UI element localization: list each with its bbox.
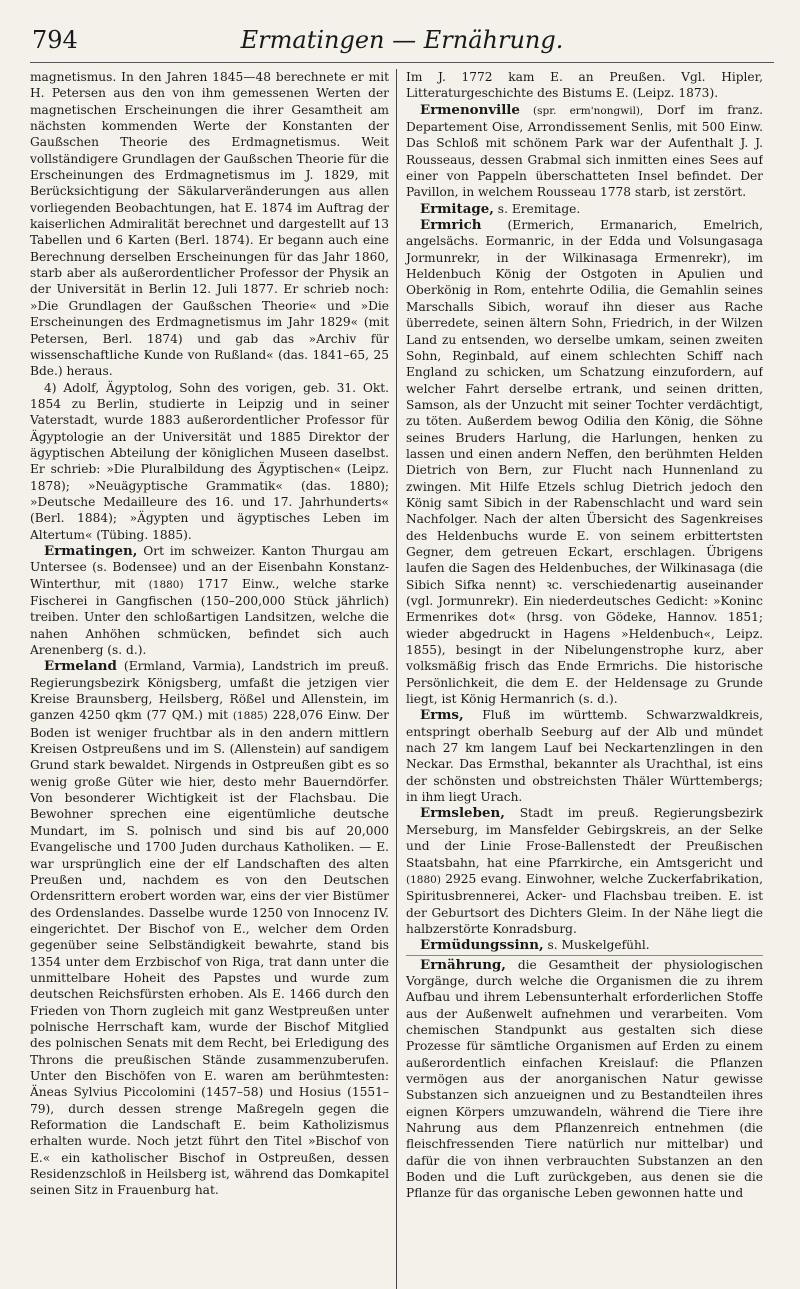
entry-text: 1717 Einw., welche starke Fischerei in Gangfischen (150–200,000 Stück jährlich) treiben. Unter den schloßartigen Landsitzen, welche die nahen Anhöhen schmücken, befindet sich auch Arenenberg (s. d.). [30, 576, 389, 658]
headword: Ermrich [420, 217, 482, 234]
census-year: (1885) [232, 710, 268, 723]
headword: Ermüdungssinn, [420, 937, 544, 954]
entry-text: Ort im schweizer. Kanton Thurgau am Untersee (s. Bodensee) und an der Eisenbahn Konstanz-Winterthur, mit [30, 543, 389, 591]
entry-continuation: magnetismus. In den Jahren 1845—48 berechnete er mit H. Petersen aus den von ihm gemessenen Werten der magnetischen Erscheinungen die ihrer Gesamtheit am nächsten kommenden Werte der Konstanten der Gaußschen Theorie des Erdmagnetismus. Weit vollständigere Grundlagen der Gaußschen Theorie für die Erscheinungen des Erdmagnetismus im J. 1829, mit Berücksichtigung der Säkularveränderungen aus allen vorliegenden Beobachtungen, hat E. 1874 im Auftrag der kaiserlichen Admiralität berechnet und dargestellt auf 13 Tabellen und 6 Karten (Berl. 1874). Er begann auch eine Berechnung derselben Erscheinungen für das Jahr 1860, starb aber als außerordentlicher Professor der Physik an der Universität in Berlin 12. Juli 1877. Er schrieb noch: »Die Grundlagen der Gaußschen Theorie« und »Die Erscheinungen des Erdmagnetismus im Jahr 1829« (mit Petersen, Berl. 1874) und gab das »Archiv für wissenschaftliche Kunde von Rußland« (das. 1841–65, 25 Bde.) heraus. [30, 70, 389, 379]
entry-ernaehrung [406, 957, 763, 1202]
entry-ermrich [406, 217, 763, 707]
right-column [397, 69, 763, 1289]
page-number: 794 [32, 26, 78, 54]
headword: Ermsleben, [420, 805, 505, 822]
headword: Erms, [420, 707, 464, 724]
entry-ermuedungssinn [406, 937, 763, 953]
entry-ermatingen [30, 543, 389, 658]
census-year: (1880) [148, 578, 184, 591]
entry-text: Stadt im preuß. Regierungsbezirk Merseburg, im Mansfelder Gebirgskreis, an der Selke und der Linie Frose-Ballenstedt der Preußischen Staatsbahn, hat eine Pfarrkirche, ein Amtsgericht und [406, 806, 763, 870]
entry-text: s. Eremitage. [493, 201, 581, 216]
entry-text: (Ermerich, Ermanarich, Emelrich, angelsächs. Eormanric, in der Edda und Volsungasaga Jormunrekr, in der Wilkinasaga Ermenrekr), im Heldenbuch König der Ostgoten in Apulien und Oberkönig in Rom, entehrte Odilia, die Gemahlin seines Marschalls Sibich, worauf ihn dieser aus Rache überredete, seinen ältern Sohn, Friedrich, in der Wilzen Land zu entsenden, wo derselbe umkam, seinen zweiten Sohn, Reginbald, auf einem schlechten Schiff nach England zu schicken, um Schatzung einzufordern, auf welcher Fahrt derselbe ertrank, und seinen dritten, Samson, als der Unzucht mit seiner Tochter verdächtigt, zu töten. Außerdem bewog Odilia den König, die Söhne seines Bruders Harlung, die Harlungen, henken zu lassen und einen andern Neffen, den berühmten Helden Dietrich von Bern, zur Flucht nach Hunnenland zu zwingen. Mit Hilfe Etzels schlug Dietrich jedoch den König samt Sibich in der Rabenschlacht und ward sein Nachfolger. Nach der alten Übersicht des Sagenkreises des Heldenbuchs wurde E. von seinem erbittertsten Gegner, dem getreuen Eckart, erschlagen. Übrigens laufen die Sagen des Heldenbuches, der Wilkinasaga (die Sibich Sifka nennt) ꝛc. verschiedenartig auseinander (vgl. Jormunrekr). Ein niederdeutsches Gedicht: »Koninc Ermenrikes dot« (hrsg. von Gödeke, Hannov. 1851; wieder abgedruckt in Hagens »Heldenbuch«, Leipz. 1855), besingt in der Nibelungenstrophe kurz, aber volksmäßig frisch das Ende Ermrichs. Die historische Persönlichkeit, die dem E. der Heldensage zu Grunde liegt, ist König Hermanrich (s. d.). [406, 218, 763, 707]
entry-text: 2925 evang. Einwohner, welche Zuckerfabrikation, Spiritusbrennerei, Acker- und Flachsbau treiben. E. ist der Geburtsort des Dichters Gleim. In der Nähe liegt die halbzerstörte Konradsburg. [406, 871, 763, 936]
entry-paragraph-adolf: 4) Adolf, Ägyptolog, Sohn des vorigen, geb. 31. Okt. 1854 zu Berlin, studierte in Leipzig und in seiner Vaterstadt, wurde 1883 außerordentlicher Professor für Ägyptologie an der Universität und 1885 Direktor der ägyptischen Abteilung der königlichen Museen daselbst. Er schrieb: »Die Pluralbildung des Ägyptischen« (Leipz. 1878); »Neuägyptische Grammatik« (das. 1880); »Deutsche Medailleure des 16. und 17. Jahrhunderts« (Berl. 1884); »Ägypten und ägyptisches Leben im Altertum« (Tübing. 1885). [30, 380, 389, 542]
entry-text: Dorf im franz. Departement Oise, Arrondissement Senlis, mit 500 Einw. Das Schloß mit schönem Park war der Aufenthalt J. J. Rousseaus, dessen Grabmal sich inmitten eines Sees auf einer von Pappeln überschatteten Insel befindet. Der Pavillon, in welchem Rousseau 1778 starb, ist zerstört. [406, 102, 763, 200]
entry-ermeland [30, 658, 389, 1198]
headword: Ermatingen, [44, 542, 138, 559]
headword: Ermitage, [420, 200, 494, 217]
headword: Ermenonville [420, 101, 520, 118]
headword: Ernährung, [420, 956, 506, 973]
entry-text: s. Muskelgefühl. [543, 938, 650, 953]
entry-ermenonville [406, 102, 763, 201]
entry-erms [406, 707, 763, 805]
census-year: (1880) [406, 873, 441, 886]
pronunciation: (spr. erm'nongwil), [519, 104, 644, 117]
entry-text: Fluß im württemb. Schwarzwaldkreis, entspringt oberhalb Seeburg auf der Alb und mündet nach 27 km langem Lauf bei Neckartenzlingen in den Neckar. Das Ermsthal, bekannter als Urachthal, ist eins der schönsten und obstreichsten Thäler Württembergs; in ihm liegt Urach. [406, 708, 763, 805]
entry-text: 228,076 Einw. Der Boden ist weniger fruchtbar als in den andern mittlern Kreisen Ostpreußens und im S. (Allenstein) auf sandigem Grund stark bewaldet. Nirgends in Ostpreußen gibt es so wenig große Güter wie hier, desto mehr Bauerndörfer. Von besonderer Wichtigkeit ist der Flachsbau. Die Bewohner sprechen eine eigentümliche deutsche Mundart, im S. polnisch und sind bis auf 20,000 Evangelische und 1700 Juden durchaus Katholiken. — E. war ursprünglich eine der elf Landschaften des alten Preußen und, nachdem es von den Deutschen Ordensrittern erobert worden war, eins der vier Bistümer des Ordenslandes. Dasselbe wurde 1250 von Innocenz IV. eingerichtet. Der Bischof von E., welcher dem Orden gegenüber seine Selbständigkeit bewahrte, stand bis 1354 unter dem Erzbischof von Riga, trat dann unter die unmittelbare Hoheit des Papstes und wurde zum deutschen Reichsfürsten erhoben. Als E. 1466 durch den Frieden von Thorn zugleich mit ganz Westpreußen unter polnische Herrschaft kam, wurde der Bischof Mitglied des polnischen Senats mit dem Recht, bei Erledigung des Throns die preußischen Stände zusammenzuberufen. Unter den Bischöfen von E. waren am berühmtesten: Äneas Sylvius Piccolomini (1457–58) und Hosius (1551–79), durch dessen strenge Maßregeln gegen die Reformation die Landschaft E. beim Katholizismus erhalten wurde. Noch jetzt führt den Titel »Bischof von E.« ein katholischer Bischof in Ostpreußen, dessen Residenzschloß in Heilsberg ist, während das Domkapitel seinen Sitz in Frauenburg hat. [30, 708, 389, 1198]
entry-ermsleben [406, 805, 763, 937]
text-columns [30, 69, 774, 1289]
entry-text: (Ermland, Varmia), Landstrich im preuß. Regierungsbezirk Königsberg, umfaßt die jetzigen vier Kreise Braunsberg, Heilsberg, Rößel und Allenstein, im ganzen 4250 qkm (77 QM.) mit [30, 659, 389, 723]
entry-ermitage [406, 201, 763, 217]
entry-separator [406, 955, 763, 956]
left-column [30, 69, 396, 1289]
entry-text: die Gesamtheit der physiologischen Vorgänge, durch welche die Organismen die zu ihrem Aufbau und ihrem Lebensunterhalt erforderlichen Stoffe aus der Außenwelt aufnehmen und verarbeiten. Vom chemischen Standpunkt aus gestalten sich diese Prozesse für sämtliche Organismen auf Erden zu einem außerordentlich einfachen Kreislauf: die Pflanzen vermögen aus der anorganischen Natur gewisse Substanzen sich anzueignen und zu Bestandteilen ihres eignen Körpers umzuwandeln, während die Tiere ihre Nahrung aus dem Pflanzenreich entnehmen (die fleischfressenden Tiere natürlich nur mittelbar) und dafür die von ihnen verbrauchten Substanzen an den Boden und die Luft zurückgeben, aus denen sie die Pflanze für das organische Leben gewonnen hatte und [406, 957, 763, 1201]
headword: Ermeland [44, 658, 117, 675]
running-head: Ermatingen — Ernährung. [240, 26, 564, 54]
page-header [30, 22, 774, 63]
entry-continuation: Im J. 1772 kam E. an Preußen. Vgl. Hipler, Litteraturgeschichte des Bistums E. (Leipz. 1873). [406, 70, 763, 101]
